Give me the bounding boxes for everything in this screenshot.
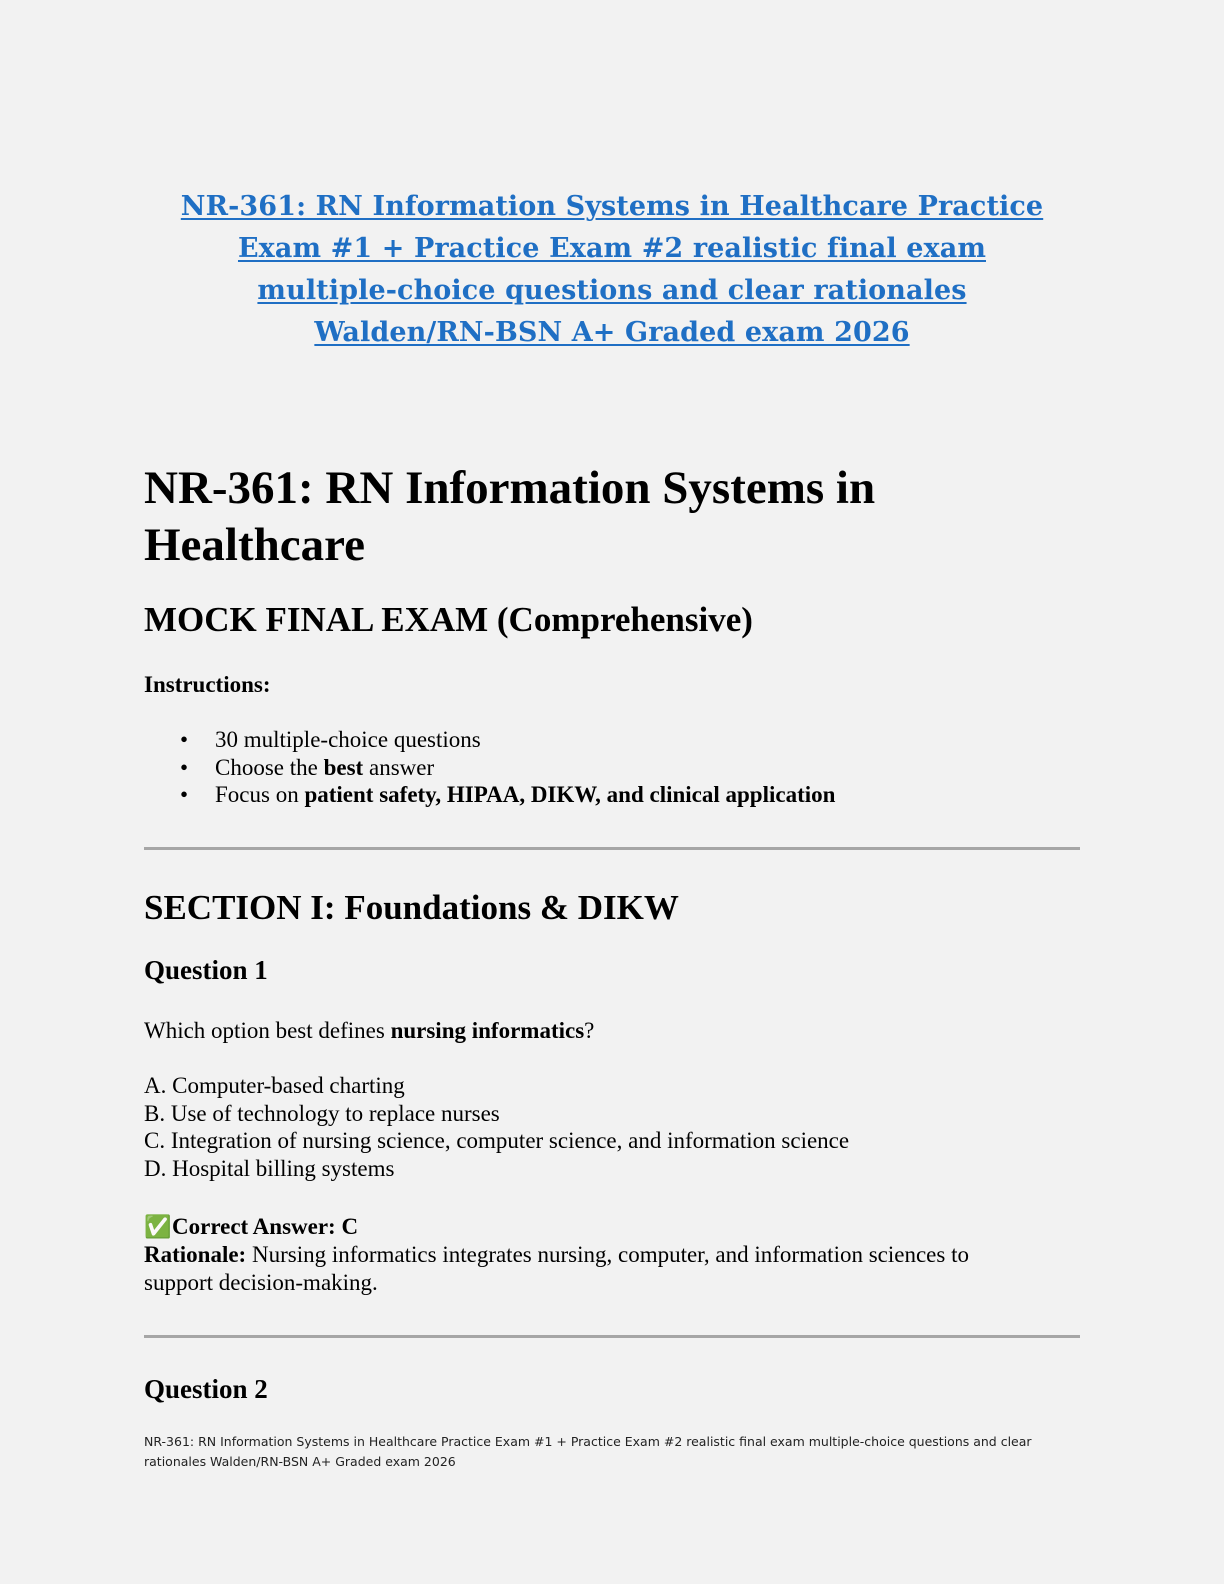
title-line-4[interactable]: Walden/RN-BSN A+ Graded exam 2026 <box>314 317 910 348</box>
option-c: C. Integration of nursing science, computer science, and information science <box>144 1128 850 1153</box>
bullet-icon: • <box>180 782 189 807</box>
instructions-label: Instructions: <box>144 672 271 697</box>
stem-prefix: Which option best defines <box>144 1018 391 1043</box>
section-title: SECTION I: Foundations & DIKW <box>144 888 679 927</box>
correct-answer <box>144 1213 358 1242</box>
stem-suffix: ? <box>584 1018 595 1043</box>
list-item <box>144 754 835 782</box>
divider <box>144 847 1080 850</box>
page-footer: NR-361: RN Information Systems in Healthcare Practice Exam #1 + Practice Exam #2 realistic final exam multiple-choice questions and clear rationales Walden/RN-BSN A+ Graded exam 2026 <box>144 1434 1032 1469</box>
document-title-link[interactable] <box>130 186 1094 354</box>
rationale-label: Rationale: <box>144 1242 247 1267</box>
option-d: D. Hospital billing systems <box>144 1155 395 1181</box>
instruction-emphasis: best <box>323 754 364 780</box>
check-icon: ✅ <box>144 1215 172 1240</box>
question-2-label: Question 2 <box>144 1374 268 1404</box>
instruction-emphasis: patient safety, HIPAA, DIKW, and clinical application <box>304 782 836 807</box>
title-line-3[interactable]: multiple-choice questions and clear rationales <box>257 275 967 306</box>
question-1-options <box>144 1072 849 1182</box>
list-item <box>144 726 835 754</box>
instruction-text: 30 multiple-choice questions <box>215 727 481 752</box>
instructions-list <box>144 726 835 809</box>
stem-emphasis: nursing informatics <box>390 1018 585 1043</box>
instruction-prefix: Choose the <box>215 754 324 780</box>
bullet-icon: • <box>180 754 189 780</box>
divider <box>144 1335 1080 1338</box>
title-line-2[interactable]: Exam #1 + Practice Exam #2 realistic final exam <box>237 233 986 264</box>
instruction-prefix: Focus on <box>215 782 305 807</box>
instruction-suffix: answer <box>363 754 435 780</box>
exam-subtitle: MOCK FINAL EXAM (Comprehensive) <box>144 600 753 639</box>
question-1-stem <box>144 1017 594 1045</box>
main-title: NR-361: RN Information Systems in Healthcare <box>144 462 876 571</box>
option-a: A. Computer-based charting <box>144 1073 405 1098</box>
bullet-icon: • <box>180 727 189 752</box>
correct-answer-text: Correct Answer: C <box>172 1214 359 1239</box>
title-line-1[interactable]: NR-361: RN Information Systems in Healthcare Practice <box>180 191 1044 222</box>
question-1-label: Question 1 <box>144 955 268 985</box>
option-b: B. Use of technology to replace nurses <box>144 1100 500 1126</box>
rationale-text: Nursing informatics integrates nursing, computer, and information sciences to support decision-making. <box>144 1242 969 1295</box>
list-item <box>144 781 835 809</box>
rationale <box>144 1241 1024 1296</box>
